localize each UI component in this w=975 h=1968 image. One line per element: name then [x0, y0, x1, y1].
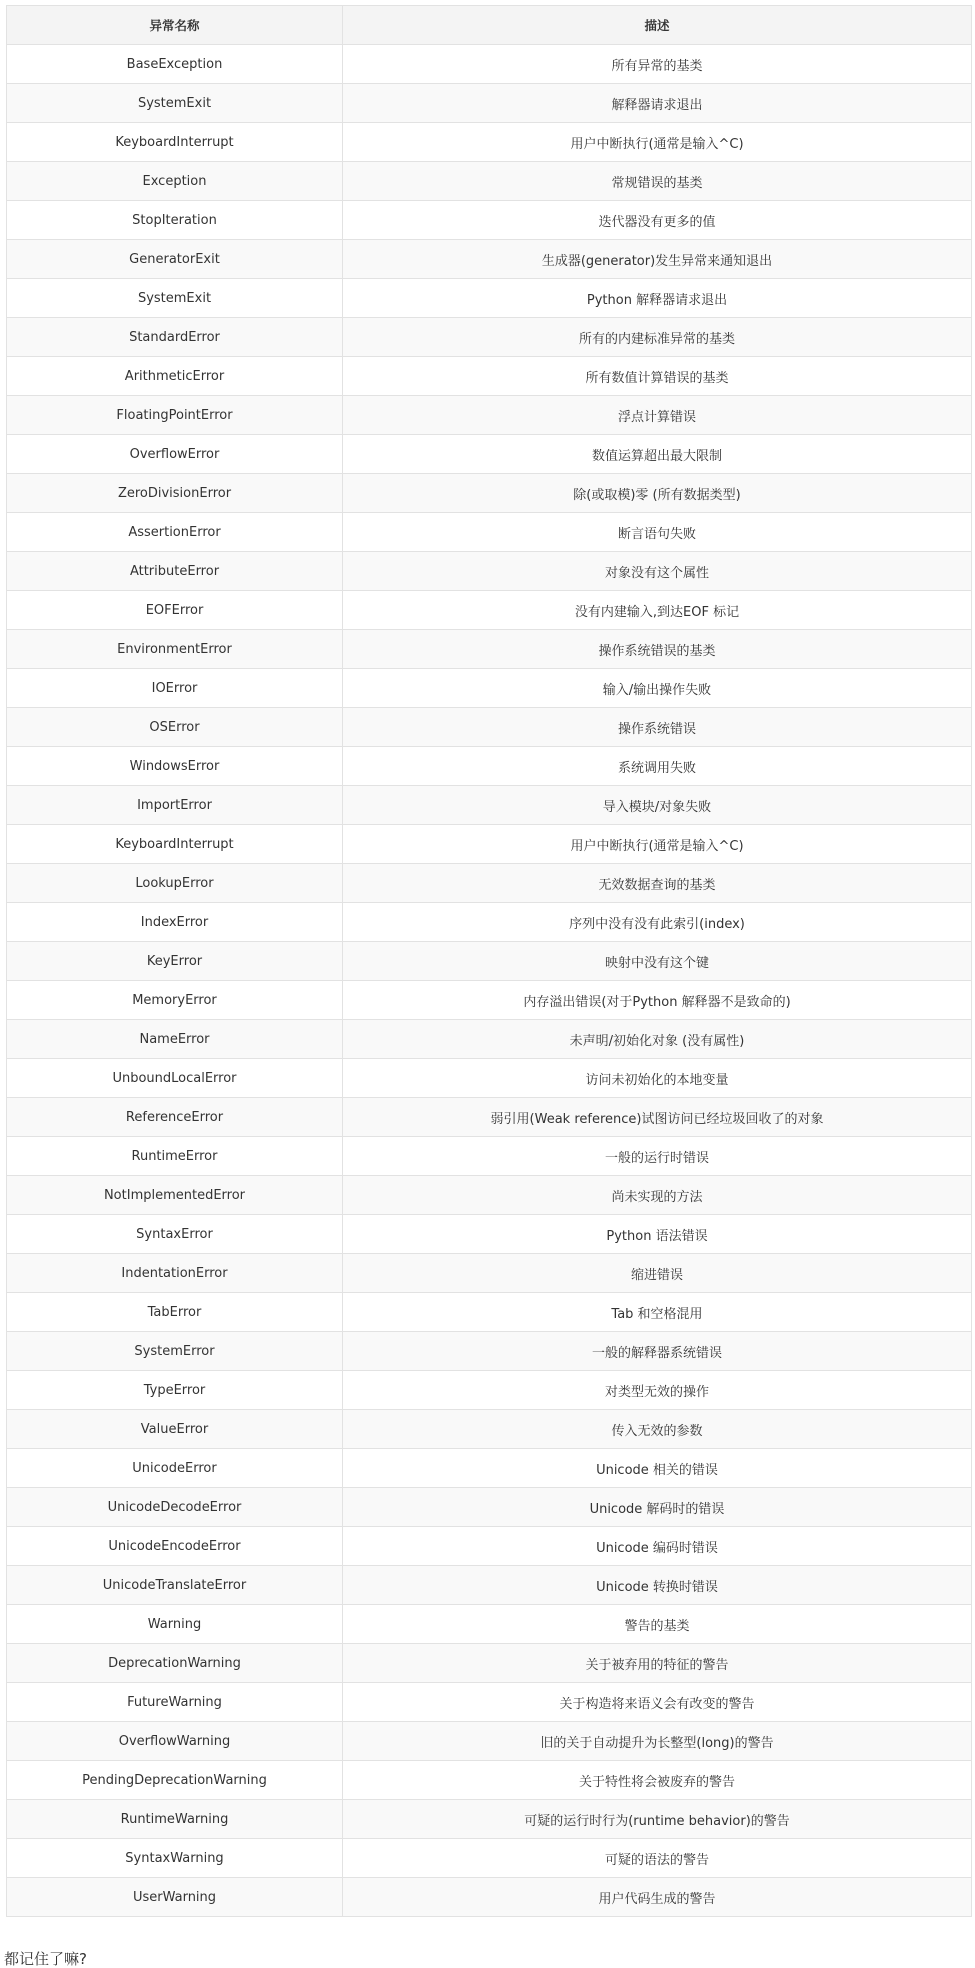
table-row: [7, 903, 972, 942]
table-row: [7, 162, 972, 201]
table-row: [7, 1059, 972, 1098]
exception-description-cell: Unicode 相关的错误: [343, 1449, 972, 1488]
table-row: [7, 201, 972, 240]
table-row: [7, 45, 972, 84]
table-row: [7, 1293, 972, 1332]
exception-description-cell: Unicode 转换时错误: [343, 1566, 972, 1605]
table-row: [7, 279, 972, 318]
exception-description-cell: 用户代码生成的警告: [343, 1878, 972, 1917]
exception-description-cell: 系统调用失败: [343, 747, 972, 786]
exception-description-cell: 关于特性将会被废弃的警告: [343, 1761, 972, 1800]
exception-description-cell: 断言语句失败: [343, 513, 972, 552]
table-row: [7, 591, 972, 630]
exception-name-cell: UnicodeError: [7, 1449, 343, 1488]
table-row: [7, 1605, 972, 1644]
exception-description-cell: 映射中没有这个键: [343, 942, 972, 981]
exception-name-cell: UnicodeDecodeError: [7, 1488, 343, 1527]
exception-description-cell: 用户中断执行(通常是输入^C): [343, 123, 972, 162]
table-row: [7, 1449, 972, 1488]
table-row: [7, 630, 972, 669]
exception-name-cell: FloatingPointError: [7, 396, 343, 435]
exception-description-cell: 所有的内建标准异常的基类: [343, 318, 972, 357]
exception-name-cell: UnicodeTranslateError: [7, 1566, 343, 1605]
table-row: [7, 1215, 972, 1254]
exception-description-cell: 浮点计算错误: [343, 396, 972, 435]
table-row: [7, 708, 972, 747]
exception-name-cell: EnvironmentError: [7, 630, 343, 669]
exception-description-cell: 导入模块/对象失败: [343, 786, 972, 825]
table-row: [7, 1566, 972, 1605]
exception-description-cell: 除(或取模)零 (所有数据类型): [343, 474, 972, 513]
table-row: [7, 864, 972, 903]
table-row: [7, 1800, 972, 1839]
exception-description-cell: 常规错误的基类: [343, 162, 972, 201]
exception-description-cell: 对类型无效的操作: [343, 1371, 972, 1410]
table-row: [7, 669, 972, 708]
table-header-row: [7, 6, 972, 45]
exception-name-cell: UserWarning: [7, 1878, 343, 1917]
exception-description-cell: Tab 和空格混用: [343, 1293, 972, 1332]
exception-description-cell: 没有内建输入,到达EOF 标记: [343, 591, 972, 630]
exception-description-cell: 弱引用(Weak reference)试图访问已经垃圾回收了的对象: [343, 1098, 972, 1137]
exception-name-cell: SyntaxError: [7, 1215, 343, 1254]
exception-description-cell: 操作系统错误的基类: [343, 630, 972, 669]
exception-name-cell: EOFError: [7, 591, 343, 630]
exception-description-cell: 生成器(generator)发生异常来通知退出: [343, 240, 972, 279]
exception-name-cell: LookupError: [7, 864, 343, 903]
exception-description-cell: 尚未实现的方法: [343, 1176, 972, 1215]
exception-name-cell: Warning: [7, 1605, 343, 1644]
exception-name-cell: AssertionError: [7, 513, 343, 552]
exception-description-cell: 对象没有这个属性: [343, 552, 972, 591]
exception-name-cell: SyntaxWarning: [7, 1839, 343, 1878]
exception-name-cell: ValueError: [7, 1410, 343, 1449]
table-row: [7, 1644, 972, 1683]
exception-description-cell: 关于构造将来语义会有改变的警告: [343, 1683, 972, 1722]
exception-name-cell: UnicodeEncodeError: [7, 1527, 343, 1566]
table-row: [7, 1488, 972, 1527]
table-row: [7, 474, 972, 513]
table-row: [7, 786, 972, 825]
exception-description-cell: 输入/输出操作失败: [343, 669, 972, 708]
table-row: [7, 1098, 972, 1137]
table-row: [7, 1839, 972, 1878]
exception-name-cell: NameError: [7, 1020, 343, 1059]
exception-name-cell: TypeError: [7, 1371, 343, 1410]
exception-description-cell: 序列中没有没有此索引(index): [343, 903, 972, 942]
exception-description-cell: 内存溢出错误(对于Python 解释器不是致命的): [343, 981, 972, 1020]
exception-description-cell: 关于被弃用的特征的警告: [343, 1644, 972, 1683]
exception-description-cell: 所有数值计算错误的基类: [343, 357, 972, 396]
exception-description-cell: 迭代器没有更多的值: [343, 201, 972, 240]
exception-description-cell: 未声明/初始化对象 (没有属性): [343, 1020, 972, 1059]
table-row: [7, 1683, 972, 1722]
exception-name-cell: AttributeError: [7, 552, 343, 591]
exception-name-cell: RuntimeError: [7, 1137, 343, 1176]
exception-name-cell: RuntimeWarning: [7, 1800, 343, 1839]
exception-name-cell: PendingDeprecationWarning: [7, 1761, 343, 1800]
exception-name-cell: NotImplementedError: [7, 1176, 343, 1215]
table-row: [7, 825, 972, 864]
exception-name-cell: OverflowWarning: [7, 1722, 343, 1761]
table-row: [7, 1371, 972, 1410]
table-row: [7, 357, 972, 396]
exception-description-cell: Unicode 编码时错误: [343, 1527, 972, 1566]
exception-name-cell: IndentationError: [7, 1254, 343, 1293]
table-row: [7, 240, 972, 279]
table-row: [7, 1176, 972, 1215]
exception-name-cell: KeyboardInterrupt: [7, 123, 343, 162]
exception-name-cell: ArithmeticError: [7, 357, 343, 396]
exception-description-cell: Unicode 解码时的错误: [343, 1488, 972, 1527]
table-row: [7, 1020, 972, 1059]
exception-name-cell: BaseException: [7, 45, 343, 84]
table-row: [7, 396, 972, 435]
table-row: [7, 1722, 972, 1761]
exception-name-cell: SystemExit: [7, 84, 343, 123]
exception-description-cell: 访问未初始化的本地变量: [343, 1059, 972, 1098]
exception-description-cell: 可疑的语法的警告: [343, 1839, 972, 1878]
table-body: [7, 45, 972, 1917]
exception-name-cell: MemoryError: [7, 981, 343, 1020]
table-row: [7, 84, 972, 123]
table-row: [7, 1761, 972, 1800]
exception-name-cell: TabError: [7, 1293, 343, 1332]
exception-description-cell: 一般的运行时错误: [343, 1137, 972, 1176]
exception-name-cell: ImportError: [7, 786, 343, 825]
table-row: [7, 747, 972, 786]
header-description: 描述: [343, 6, 972, 45]
table-row: [7, 1254, 972, 1293]
table-row: [7, 552, 972, 591]
exception-description-cell: 用户中断执行(通常是输入^C): [343, 825, 972, 864]
exception-name-cell: UnboundLocalError: [7, 1059, 343, 1098]
exception-description-cell: 警告的基类: [343, 1605, 972, 1644]
table-row: [7, 1527, 972, 1566]
exception-table-container: [6, 5, 971, 1917]
table-row: [7, 123, 972, 162]
table-row: [7, 1878, 972, 1917]
table-row: [7, 318, 972, 357]
exception-description-cell: 传入无效的参数: [343, 1410, 972, 1449]
exception-description-cell: 一般的解释器系统错误: [343, 1332, 972, 1371]
exception-name-cell: WindowsError: [7, 747, 343, 786]
exception-table: [6, 5, 972, 1917]
table-row: [7, 1137, 972, 1176]
exception-name-cell: FutureWarning: [7, 1683, 343, 1722]
exception-description-cell: 旧的关于自动提升为长整型(long)的警告: [343, 1722, 972, 1761]
closing-question: 都记住了嘛?: [4, 1950, 87, 1968]
table-row: [7, 981, 972, 1020]
exception-name-cell: SystemExit: [7, 279, 343, 318]
exception-name-cell: IndexError: [7, 903, 343, 942]
table-row: [7, 435, 972, 474]
header-exception-name: 异常名称: [7, 6, 343, 45]
exception-description-cell: 解释器请求退出: [343, 84, 972, 123]
table-row: [7, 1410, 972, 1449]
exception-name-cell: KeyboardInterrupt: [7, 825, 343, 864]
table-row: [7, 513, 972, 552]
exception-name-cell: ReferenceError: [7, 1098, 343, 1137]
table-row: [7, 1332, 972, 1371]
exception-name-cell: KeyError: [7, 942, 343, 981]
exception-description-cell: 所有异常的基类: [343, 45, 972, 84]
exception-name-cell: ZeroDivisionError: [7, 474, 343, 513]
exception-name-cell: SystemError: [7, 1332, 343, 1371]
exception-name-cell: StopIteration: [7, 201, 343, 240]
exception-name-cell: StandardError: [7, 318, 343, 357]
exception-description-cell: 可疑的运行时行为(runtime behavior)的警告: [343, 1800, 972, 1839]
table-row: [7, 942, 972, 981]
exception-description-cell: Python 解释器请求退出: [343, 279, 972, 318]
exception-name-cell: GeneratorExit: [7, 240, 343, 279]
exception-description-cell: 数值运算超出最大限制: [343, 435, 972, 474]
exception-description-cell: 缩进错误: [343, 1254, 972, 1293]
exception-description-cell: 无效数据查询的基类: [343, 864, 972, 903]
exception-name-cell: Exception: [7, 162, 343, 201]
exception-name-cell: OverflowError: [7, 435, 343, 474]
exception-description-cell: 操作系统错误: [343, 708, 972, 747]
exception-name-cell: DeprecationWarning: [7, 1644, 343, 1683]
exception-name-cell: IOError: [7, 669, 343, 708]
exception-description-cell: Python 语法错误: [343, 1215, 972, 1254]
exception-name-cell: OSError: [7, 708, 343, 747]
